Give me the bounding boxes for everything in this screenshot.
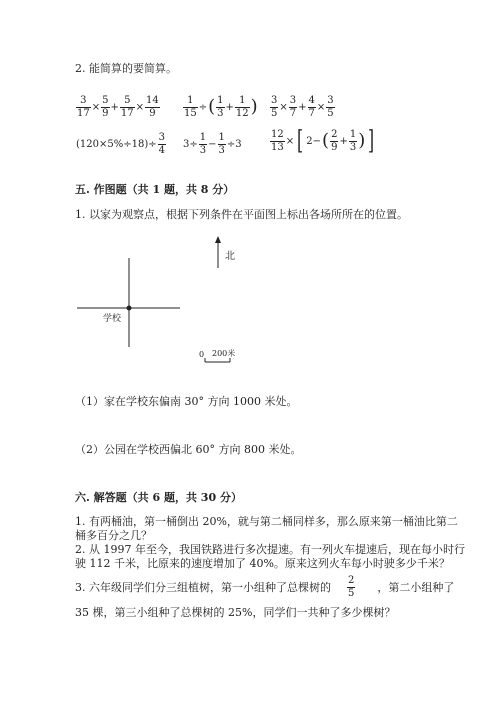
school-dot	[127, 306, 132, 311]
map-condition-2: （2）公园在学校西偏北 60° 方向 800 米处。	[75, 443, 302, 456]
fraction: $\frac{2}{5}$	[348, 575, 355, 599]
operator: −	[208, 138, 217, 150]
question-1-line-2: 桶多百分之几？	[75, 529, 152, 542]
fraction: $\frac{5}{9}$	[102, 95, 109, 119]
school-label: 学校	[103, 314, 122, 324]
fraction: $\frac{1}{12}$	[235, 95, 249, 119]
fraction: $\frac{12}{13}$	[271, 129, 284, 153]
question-3-line-1	[75, 575, 454, 599]
fraction: $\frac{14}{9}$	[146, 95, 159, 119]
fraction: $\frac{1}{3}$	[199, 132, 207, 156]
fraction: $\frac{2}{9}$	[331, 129, 338, 153]
operator: +	[225, 101, 234, 113]
question-3-text-a: 3. 六年级同学们分三组植树，第一小组种了总棵树的	[75, 581, 331, 594]
operator: ×	[91, 101, 101, 113]
fraction: $\frac{4}{7}$	[308, 95, 315, 119]
fraction: $\frac{5}{17}$	[120, 95, 134, 119]
question-2-heading: 2. 能简算的要简算。	[75, 62, 177, 75]
question-3-line-2: 35 棵，第三小组种了总棵树的 25%，同学们一共种了多少棵树？	[75, 606, 396, 619]
section-6-title: 六. 解答题（共 6 题，共 30 分）	[75, 491, 242, 504]
expression-text: 3÷	[183, 138, 198, 150]
map-condition-1: （1）家在学校东偏南 30° 方向 1000 米处。	[75, 395, 298, 408]
operator: +	[339, 135, 348, 147]
operator: ÷	[198, 101, 208, 113]
left-paren: (	[322, 130, 330, 151]
question-2-line-1: 2. 从 1997 年至今，我国铁路进行多次提速。有一列火车提速后，现在每小时行	[75, 543, 465, 556]
fraction: $\frac{3}{7}$	[289, 95, 297, 119]
operator: ×	[279, 101, 288, 113]
operator: ×	[285, 135, 295, 147]
question-3-text-b: ，第二小组种了	[377, 581, 455, 594]
right-bracket: ]	[368, 126, 375, 156]
fraction: $\frac{3}{17}$	[77, 95, 90, 119]
question-1-line-1: 1. 有两桶油，第一桶倒出 20%，就与第二桶同样多，那么原来第一桶油比第二	[75, 515, 458, 528]
north-arrow-head	[215, 236, 221, 243]
fraction: $\frac{1}{3}$	[218, 132, 225, 156]
operator: +	[298, 101, 307, 113]
operator: +	[110, 101, 119, 113]
left-bracket: [	[297, 126, 304, 156]
fraction: $\frac{3}{5}$	[271, 95, 278, 119]
right-paren: )	[250, 96, 258, 117]
left-paren: (	[208, 96, 216, 117]
scale-zero-label: 0	[199, 350, 205, 359]
scale-value-label: 200米	[212, 349, 236, 358]
fraction: $\frac{1}{3}$	[349, 129, 357, 153]
expression-text: (120×5%÷18)÷	[76, 138, 157, 150]
operator: ×	[316, 101, 326, 113]
fraction: $\frac{1}{15}$	[184, 95, 197, 119]
expression-text: ÷3	[226, 138, 242, 150]
question-2-line-2: 驶 112 千米，比原来的速度增加了 40%。原来这列火车每小时驶多少千米？	[75, 557, 450, 570]
fraction: $\frac{3}{4}$	[158, 132, 165, 156]
operator: ×	[135, 101, 145, 113]
expression-text: 2−	[306, 135, 322, 147]
right-paren: )	[358, 130, 366, 151]
fraction: $\frac{1}{3}$	[217, 95, 224, 119]
section-5-question-1: 1. 以家为观察点，根据下列条件在平面图上标出各场所所在的位置。	[75, 208, 408, 221]
section-5-title: 五. 作图题（共 1 题，共 8 分）	[75, 183, 235, 196]
north-label: 北	[225, 251, 235, 262]
fraction: $\frac{3}{5}$	[327, 95, 334, 119]
